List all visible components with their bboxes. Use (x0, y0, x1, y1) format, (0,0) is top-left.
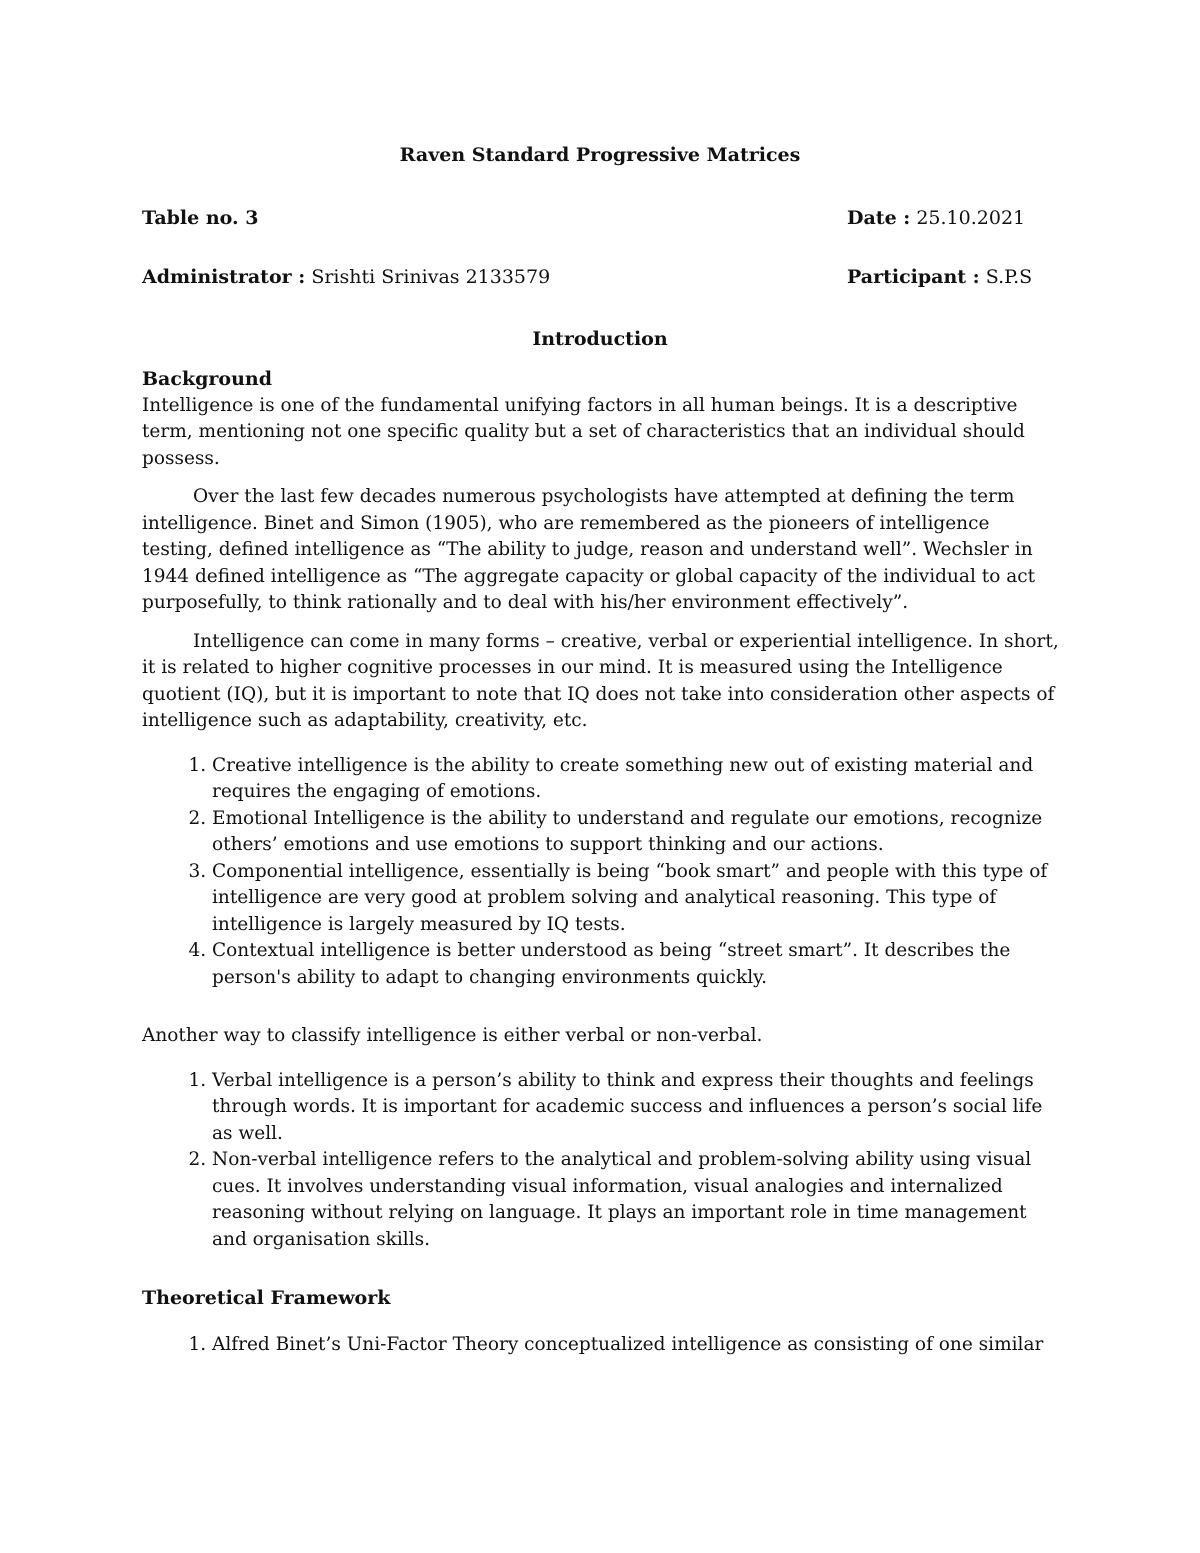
table-label: Table no. 3 (142, 207, 259, 229)
background-paragraph: Over the last few decades numerous psychologists have attempted at defining the term intelligence. Binet and Simon (1905), who are remembered as the pioneers of intelligence testing, defined intelligence as “The ability to judge, reason and understand well”. Wechsler in 1944 defined intelligence as “The aggregate capacity or global capacity of the individual to act purposefully, to think rationally and to deal with his/her environment effectively”. (142, 486, 1036, 613)
participant-field (847, 266, 1032, 288)
administrator-field (142, 266, 550, 288)
list-item: 2. Non-verbal intelligence refers to the analytical and problem-solving ability using visual cues. It involves understanding visual information, visual analogies and internalized reasoning without relying on language. It plays an important role in time management and organisation skills. (212, 1147, 1062, 1253)
spacer (142, 991, 1062, 1023)
date-label: Date : (847, 207, 911, 229)
background-paragraph: Intelligence is one of the fundamental unifying factors in all human beings. It is a descriptive term, mentioning not one specific quality but a set of characteristics that an individual should possess. (142, 394, 1025, 469)
classification-paragraph: Another way to classify intelligence is either verbal or non-verbal. (142, 1025, 763, 1046)
list-item: 2. Emotional Intelligence is the ability to understand and regulate our emotions, recognize others’ emotions and use emotions to support thinking and our actions. (212, 806, 1062, 859)
date-value: 25.10.2021 (916, 207, 1026, 229)
participant-label: Participant : (847, 266, 980, 288)
theoretical-framework-heading: Theoretical Framework (142, 1287, 391, 1309)
table-number (142, 207, 258, 229)
verbal-nonverbal-list (142, 1068, 1062, 1254)
theoretical-framework-list (142, 1332, 1062, 1359)
list-item: 1. Creative intelligence is the ability to create something new out of existing material and requires the engaging of emotions. (212, 753, 1062, 806)
list-item: 3. Componential intelligence, essentially is being “book smart” and people with this type of intelligence are very good at problem solving and analytical reasoning. This type of intelligence is largely measured by IQ tests. (212, 859, 1062, 939)
intelligence-types-list (142, 753, 1062, 992)
background-heading: Background (142, 368, 272, 390)
introduction-heading: Introduction (532, 328, 668, 350)
background-paragraph: Intelligence can come in many forms – creative, verbal or experiential intelligence. In short, it is related to higher cognitive processes in our mind. It is measured using the Intelligence quotient (IQ), but it is important to note that IQ does not take into consideration other aspects of intelligence such as adaptability, creativity, etc. (142, 630, 1059, 731)
document-body (142, 366, 1062, 1358)
date-field (847, 207, 1025, 229)
list-item: 1. Alfred Binet’s Uni-Factor Theory conceptualized intelligence as consisting of one similar (212, 1332, 1062, 1359)
participant-value: S.P.S (985, 266, 1033, 288)
administrator-value: Srishti Srinivas 2133579 (311, 266, 551, 288)
list-item: 4. Contextual intelligence is better understood as being “street smart”. It describes the person's ability to adapt to changing environments quickly. (212, 938, 1062, 991)
document-title: Raven Standard Progressive Matrices (399, 144, 801, 166)
list-item: 1. Verbal intelligence is a person’s ability to think and express their thoughts and feelings through words. It is important for academic success and influences a person’s social life as well. (212, 1068, 1062, 1148)
administrator-label: Administrator : (142, 266, 306, 288)
